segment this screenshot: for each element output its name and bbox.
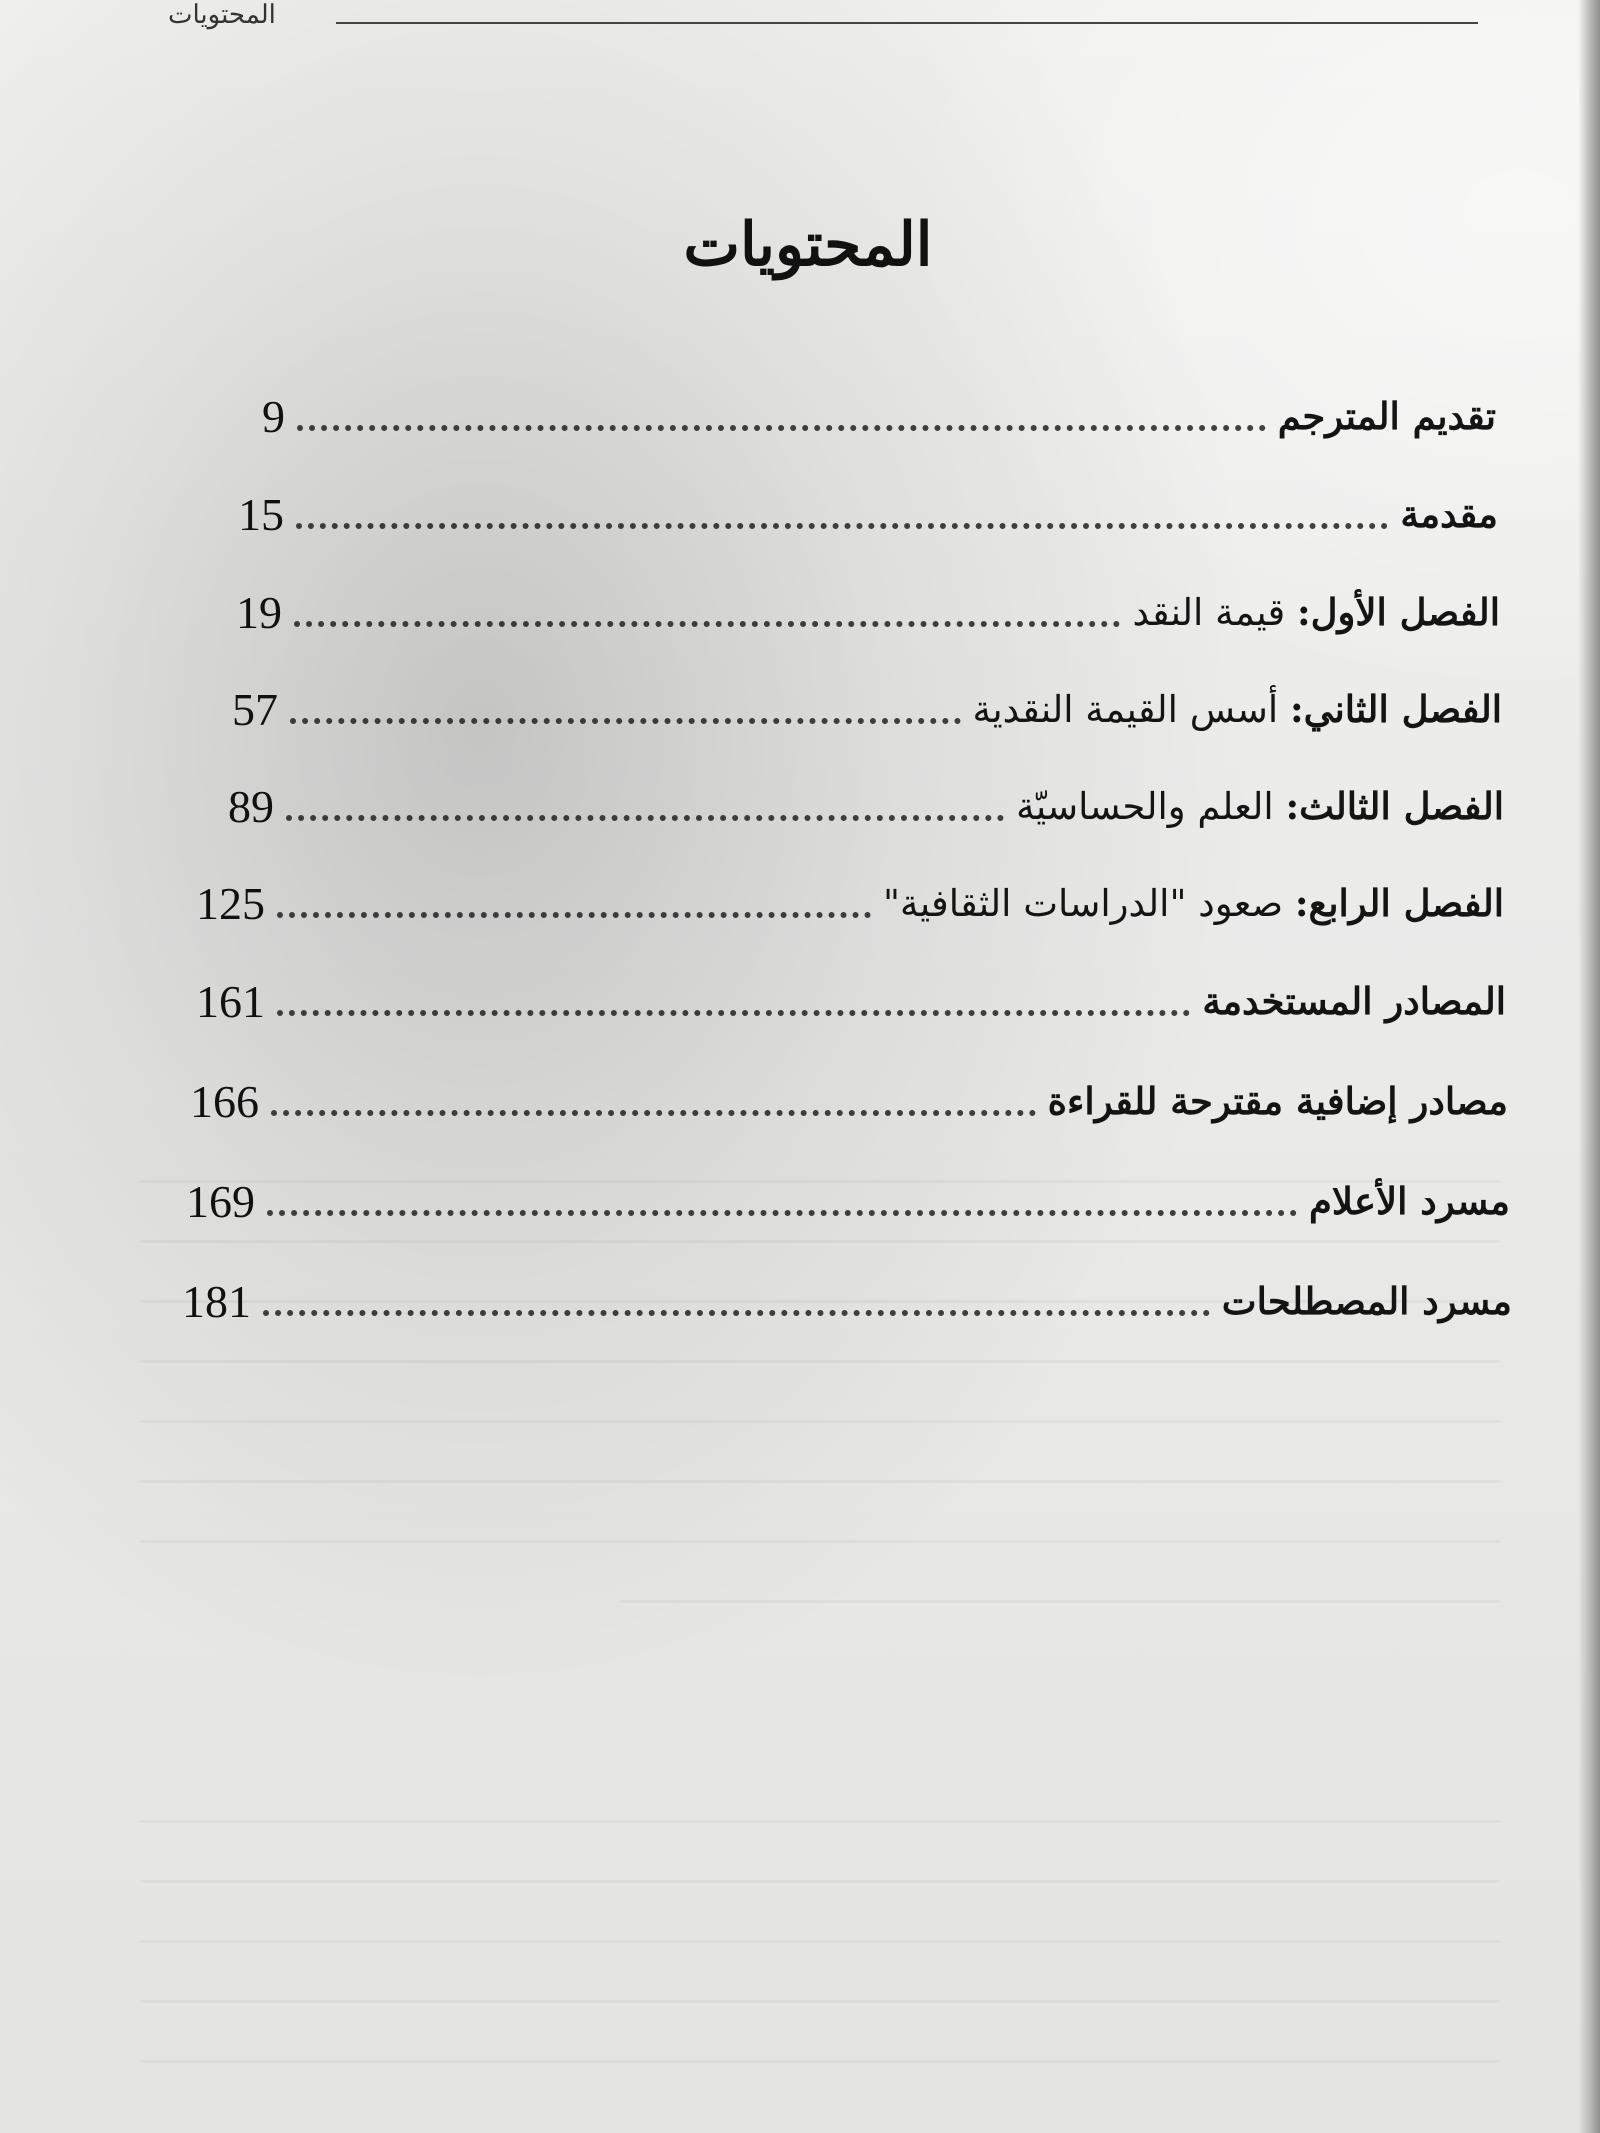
toc-page-number: 166 <box>190 1076 259 1127</box>
toc-dot-leader <box>296 523 1388 529</box>
toc-dot-leader <box>277 1010 1190 1016</box>
toc-entry <box>196 874 1504 934</box>
toc-dot-leader <box>277 912 871 918</box>
toc-dot-leader <box>267 1210 1297 1216</box>
toc-entry-label: تقديم المترجم <box>1277 394 1496 438</box>
toc-page-number: 125 <box>196 878 265 929</box>
running-header-text: المحتويات <box>168 0 276 30</box>
toc-dot-leader <box>286 815 1004 821</box>
toc-entry-label: الفصل الثالث: العلم والحساسيّة <box>1016 784 1504 828</box>
page-title: المحتويات <box>683 210 933 280</box>
toc-page-number: 161 <box>196 976 265 1027</box>
toc-entry <box>238 485 1498 545</box>
toc-dot-leader <box>271 1110 1036 1116</box>
toc-entry <box>182 1272 1512 1332</box>
toc-entry <box>186 1172 1510 1232</box>
toc-entry-label: مصادر إضافية مقترحة للقراءة <box>1047 1079 1508 1123</box>
toc-page-number: 9 <box>262 391 285 442</box>
toc-page-number: 15 <box>238 489 284 540</box>
toc-entry-label: الفصل الرابع: صعود "الدراسات الثقافية" <box>883 881 1504 925</box>
toc-entry <box>232 680 1502 740</box>
toc-dot-leader <box>294 621 1120 627</box>
toc-page-number: 57 <box>232 684 278 735</box>
toc-entry <box>190 1072 1508 1132</box>
toc-entry <box>262 387 1496 447</box>
toc-dot-leader <box>290 718 961 724</box>
toc-entry-label: الفصل الثاني: أسس القيمة النقدية <box>972 687 1502 731</box>
toc-entry-label: مسرد الأعلام <box>1308 1179 1510 1223</box>
toc-page-number: 169 <box>186 1176 255 1227</box>
toc-entry-label: مقدمة <box>1400 492 1498 536</box>
toc-page-number: 19 <box>236 587 282 638</box>
toc-entry <box>228 777 1504 837</box>
toc-entry-label: الفصل الأول: قيمة النقد <box>1132 590 1500 634</box>
toc-entry-label: المصادر المستخدمة <box>1202 979 1506 1023</box>
toc-dot-leader <box>263 1310 1210 1316</box>
toc-entry <box>236 583 1500 643</box>
toc-entry <box>196 972 1506 1032</box>
toc-dot-leader <box>297 425 1266 431</box>
toc-page-number: 89 <box>228 781 274 832</box>
toc-entry-label: مسرد المصطلحات <box>1221 1279 1512 1323</box>
toc-page-number: 181 <box>182 1276 251 1327</box>
